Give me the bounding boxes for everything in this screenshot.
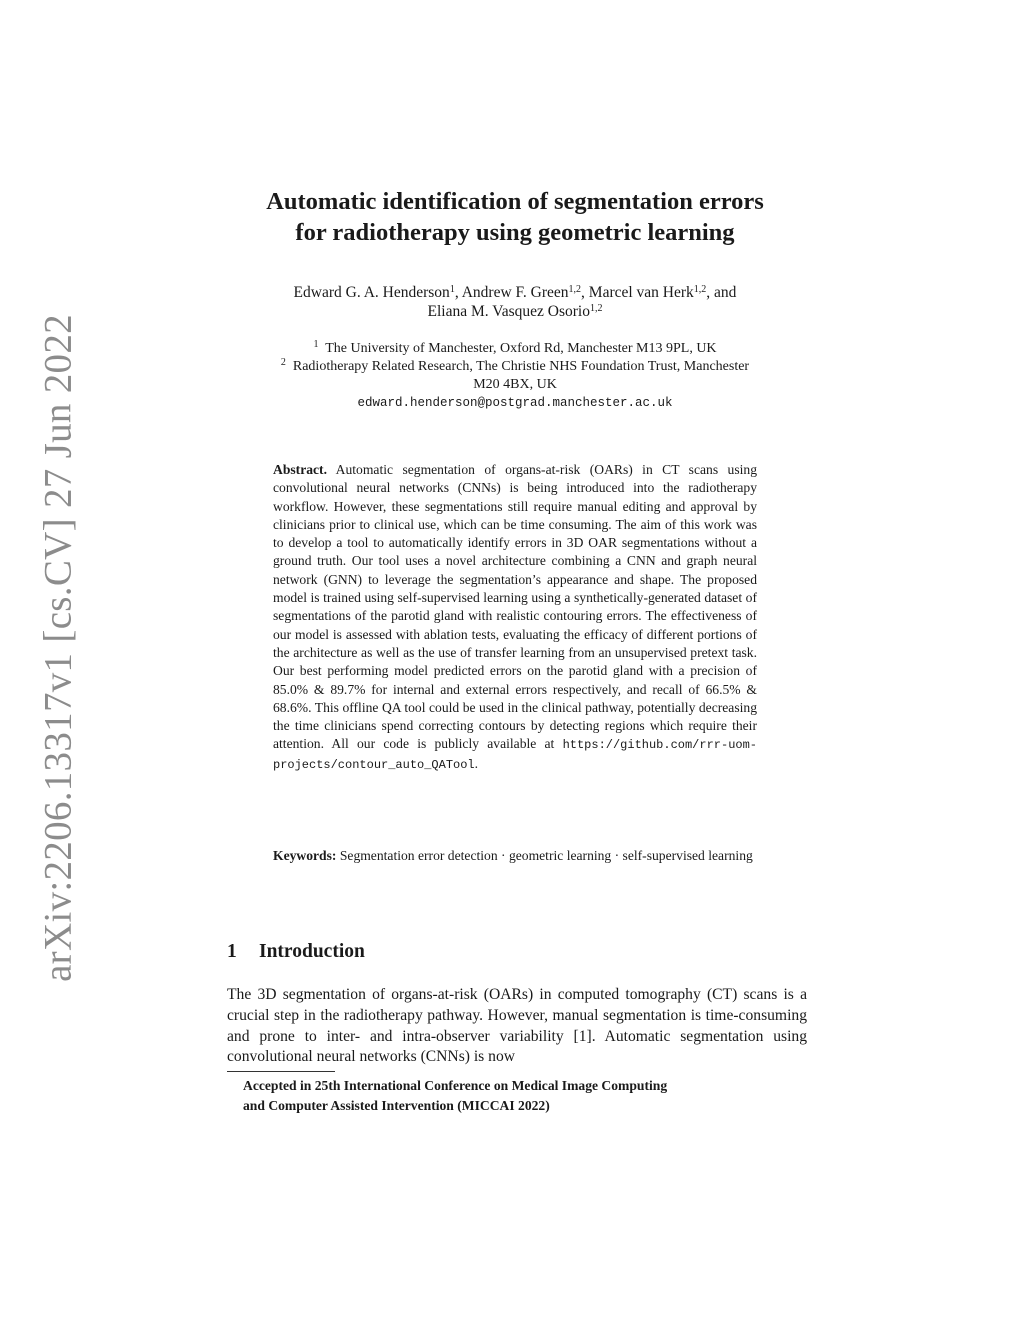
affiliations <box>200 340 830 412</box>
author-name: Eliana M. Vasquez Osorio <box>427 303 590 320</box>
author-name: Marcel van Herk <box>588 284 694 301</box>
author-line-2 <box>200 302 830 321</box>
affiliation-number: 1 <box>313 339 319 350</box>
author-list <box>200 283 830 321</box>
section-title: Introduction <box>259 941 365 962</box>
abstract-text: Automatic segmentation of organs-at-risk (OARs) in CT scans using convolutional neural networks (CNNs) is being introduced into the radiotherapy workflow. However, these segmentations still require manual editing and approval by clinicians prior to clinical use, which can be time consuming. The aim of this work was to develop a tool to automatically identify errors in 3D OAR segmentations without a ground truth. Our tool uses a novel architecture combining a CNN and graph neural network (GNN) to leverage the segmentation’s appearance and shape. The proposed model is trained using self-supervised learning using a synthetically-generated dataset of segmentations of the parotid gland with realistic contouring errors. The effectiveness of our model is assessed with ablation tests, evaluating the efficacy of different portions of the architecture as well as the use of transfer learning from an unsupervised pretext task. Our best performing model predicted errors on the parotid gland with a precision of 85.0% & 89.7% for internal and external errors respectively, and recall of 66.5% & 68.6%. This offline QA tool could be used in the clinical pathway, potentially decreasing the time clinicians spend correcting contours by detecting regions which require their attention. All our code is publicly available at <box>273 462 757 752</box>
author-name: Andrew F. Green <box>461 284 569 301</box>
body-paragraph: The 3D segmentation of organs-at-risk (OARs) in computed tomography (CT) scans is a crucial step in the radiotherapy pathway. However, manual segmentation is time-consuming and prone to inter- and intra-observer variability [1]. Automatic segmentation using convolutional neural networks (CNNs) is now <box>227 986 807 1066</box>
footnote-line-1: Accepted in 25th International Conference on Medical Image Computing <box>243 1078 668 1093</box>
author-email-link[interactable]: edward.henderson@postgrad.manchester.ac.uk <box>357 396 673 410</box>
keywords-text: Segmentation error detection · geometric learning · self-supervised learning <box>339 848 753 863</box>
title-line-1: Automatic identification of segmentation errors <box>266 188 764 215</box>
paper-title <box>200 186 830 248</box>
section-heading <box>227 941 807 963</box>
affiliation-text: Radiotherapy Related Research, The Christie NHS Foundation Trust, Manchester <box>292 359 750 374</box>
affiliation-2 <box>200 358 830 376</box>
author-affiliation-mark: 1,2 <box>589 303 603 314</box>
author-name: Edward G. A. Henderson <box>293 284 450 301</box>
keywords <box>273 847 757 865</box>
arxiv-identifier: arXiv:2206.13317v1 [cs.CV] 27 Jun 2022 <box>36 314 80 982</box>
abstract-heading: Abstract. <box>273 462 327 477</box>
author-line-1: Edward G. A. Henderson$^1$, Andrew F. Green$^{1,2}$, Marcel van Herk$^{1,2}$, and <box>293 284 737 301</box>
author-conjunction: and <box>714 284 737 301</box>
abstract-end: . <box>474 755 479 771</box>
footnote <box>243 1076 813 1115</box>
footnote-divider <box>227 1071 335 1072</box>
keywords-heading: Keywords: <box>273 848 337 863</box>
affiliation-1 <box>200 340 830 358</box>
affiliation-2-continued: M20 4BX, UK <box>473 377 557 392</box>
affiliation-text: The University of Manchester, Oxford Rd, Manchester M13 9PL, UK <box>325 341 717 356</box>
section-number: 1 <box>227 941 237 962</box>
affiliation-number: 2 <box>280 357 286 368</box>
footnote-line-2: and Computer Assisted Intervention (MICCAI 2022) <box>243 1097 550 1113</box>
author-affiliation-mark: 1,2 <box>693 284 707 295</box>
author-affiliation-mark: 1 <box>449 284 455 295</box>
abstract <box>273 461 757 774</box>
code-repository-link[interactable]: https://github.com/rrr-uom-projects/contour_auto_QATool <box>273 738 757 772</box>
title-line-2: for radiotherapy using geometric learning <box>295 219 735 246</box>
author-affiliation-mark: 1,2 <box>568 284 582 295</box>
